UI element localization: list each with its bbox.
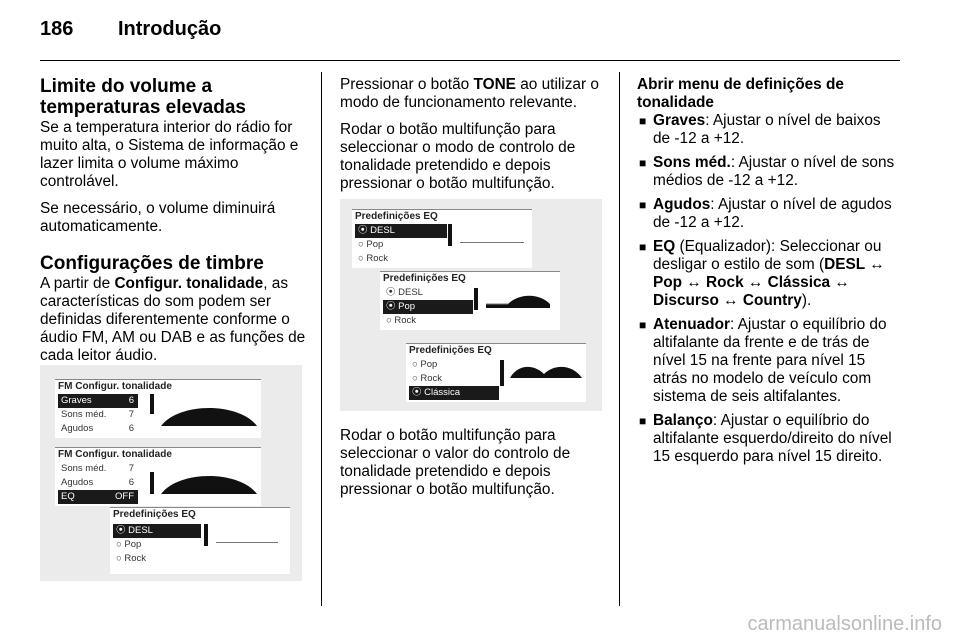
column-3 <box>637 76 901 472</box>
list-item: ■ Agudos: Ajustar o nível de agudos de -12 a +12. <box>637 196 901 232</box>
menu-row: ⦿ DESL <box>113 524 201 538</box>
screen-panel <box>55 379 261 438</box>
panel-title: Predefinições EQ <box>355 211 438 222</box>
tone-options-list <box>637 112 901 466</box>
panel-title: FM Configur. tonalidade <box>58 449 172 460</box>
section-title: Introdução <box>118 18 222 40</box>
scrollbar <box>448 224 452 246</box>
list-item: ■ Balanço: Ajustar o equilíbrio do altifalante esquerdo/direito do nível 15 esquerdo para nível 15 direito. <box>637 412 901 466</box>
list-item: ■ Atenuador: Ajustar o equilíbrio do altifalante da frente e de trás de nível 15 na frente para nível 15 atrás no modelo de veículo com sistema de seis altifalantes. <box>637 316 901 406</box>
column-2 <box>340 76 608 202</box>
paragraph: Se necessário, o volume diminuirá automaticamente. <box>40 200 276 235</box>
column-1 <box>40 76 308 374</box>
panel-title: Predefinições EQ <box>409 345 492 356</box>
flat-eq-line <box>216 542 278 543</box>
page-number: 186 <box>40 18 74 40</box>
screen-panel <box>110 507 290 574</box>
menu-row: ○ Pop <box>358 239 384 250</box>
menu-row: ○ Rock <box>116 553 147 564</box>
paragraph: Se a temperatura interior do rádio for muito alta, o Sistema de informação e lazer limita o volume máximo controlável. <box>40 119 299 190</box>
eq-curve-icon <box>159 396 259 426</box>
scrollbar <box>150 472 154 494</box>
scrollbar <box>150 394 154 414</box>
menu-row: ○ Pop <box>412 359 438 370</box>
menu-row: Sons méd. 7 <box>61 463 134 474</box>
heading-tone-settings: Configurações de timbre <box>40 253 264 274</box>
list-item: ■ Graves: Ajustar o nível de baixos de -12 a +12. <box>637 112 901 148</box>
screen-panel <box>55 447 261 506</box>
panel-title: Predefinições EQ <box>113 509 196 520</box>
screen-panel <box>406 343 586 402</box>
menu-row: Graves 6 <box>58 394 138 408</box>
list-item: ■ EQ (Equalizador): Seleccionar ou desligar o estilo de som (DESL ↔ Pop ↔ Rock ↔ Clássica ↔ Discurso ↔ Country). <box>637 238 901 310</box>
panel-title: FM Configur. tonalidade <box>58 381 172 392</box>
footer-watermark: carmanualsonline.info <box>747 613 942 635</box>
scrollbar <box>204 524 208 546</box>
header-rule <box>40 60 900 61</box>
scrollbar <box>500 360 504 386</box>
scrollbar <box>474 288 478 310</box>
list-item: ■ Sons méd.: Ajustar o nível de sons médios de -12 a +12. <box>637 154 901 190</box>
column-2-lower <box>340 427 608 508</box>
menu-row: ○ Rock <box>386 315 417 326</box>
column-divider-1 <box>321 72 322 606</box>
eq-presets-figure <box>340 199 602 411</box>
column-divider-2 <box>619 72 620 606</box>
heading-open-tone-menu: Abrir menu de definições de tonalidade <box>637 76 844 111</box>
screen-panel <box>352 209 532 268</box>
page-header <box>40 18 221 41</box>
eq-curve-icon <box>159 464 259 494</box>
menu-row: Agudos 6 <box>61 423 134 434</box>
panel-title: Predefinições EQ <box>383 273 466 284</box>
menu-row: ⦿ Clássica <box>409 386 499 400</box>
paragraph: Pressionar o botão TONE ao utilizar o modo de funcionamento relevante. <box>340 76 599 111</box>
menu-row: ○ Rock <box>412 373 443 384</box>
menu-row: ⦿ Pop <box>383 300 473 314</box>
menu-row: ⦿ DESL <box>355 224 447 238</box>
eq-curve-icon <box>486 290 552 308</box>
menu-row: Sons méd. 7 <box>61 409 134 420</box>
menu-row: ⦿ DESL <box>386 287 423 298</box>
menu-row: ○ Pop <box>116 539 142 550</box>
screen-panel <box>380 271 560 330</box>
paragraph: A partir de Configur. tonalidade, as características do som podem ser definidas diferentemente conforme o áudio FM, AM ou DAB e as funções de cada leitor áudio. <box>40 275 306 364</box>
tone-settings-figure <box>40 365 302 581</box>
paragraph: Rodar o botão multifunção para seleccionar o modo de controlo de tonalidade pretendido e depois pressionar o botão multifunção. <box>340 121 576 192</box>
heading-volume-limit: Limite do volume a temperaturas elevadas <box>40 76 246 118</box>
eq-curve-icon <box>510 360 582 380</box>
paragraph: Rodar o botão multifunção para seleccionar o valor do controlo de tonalidade pretendido e depois pressionar o botão multifunção. <box>340 427 571 498</box>
menu-row: EQ OFF <box>58 490 138 504</box>
flat-eq-line <box>460 242 524 243</box>
menu-row: ○ Rock <box>358 253 389 264</box>
menu-row: Agudos 6 <box>61 477 134 488</box>
